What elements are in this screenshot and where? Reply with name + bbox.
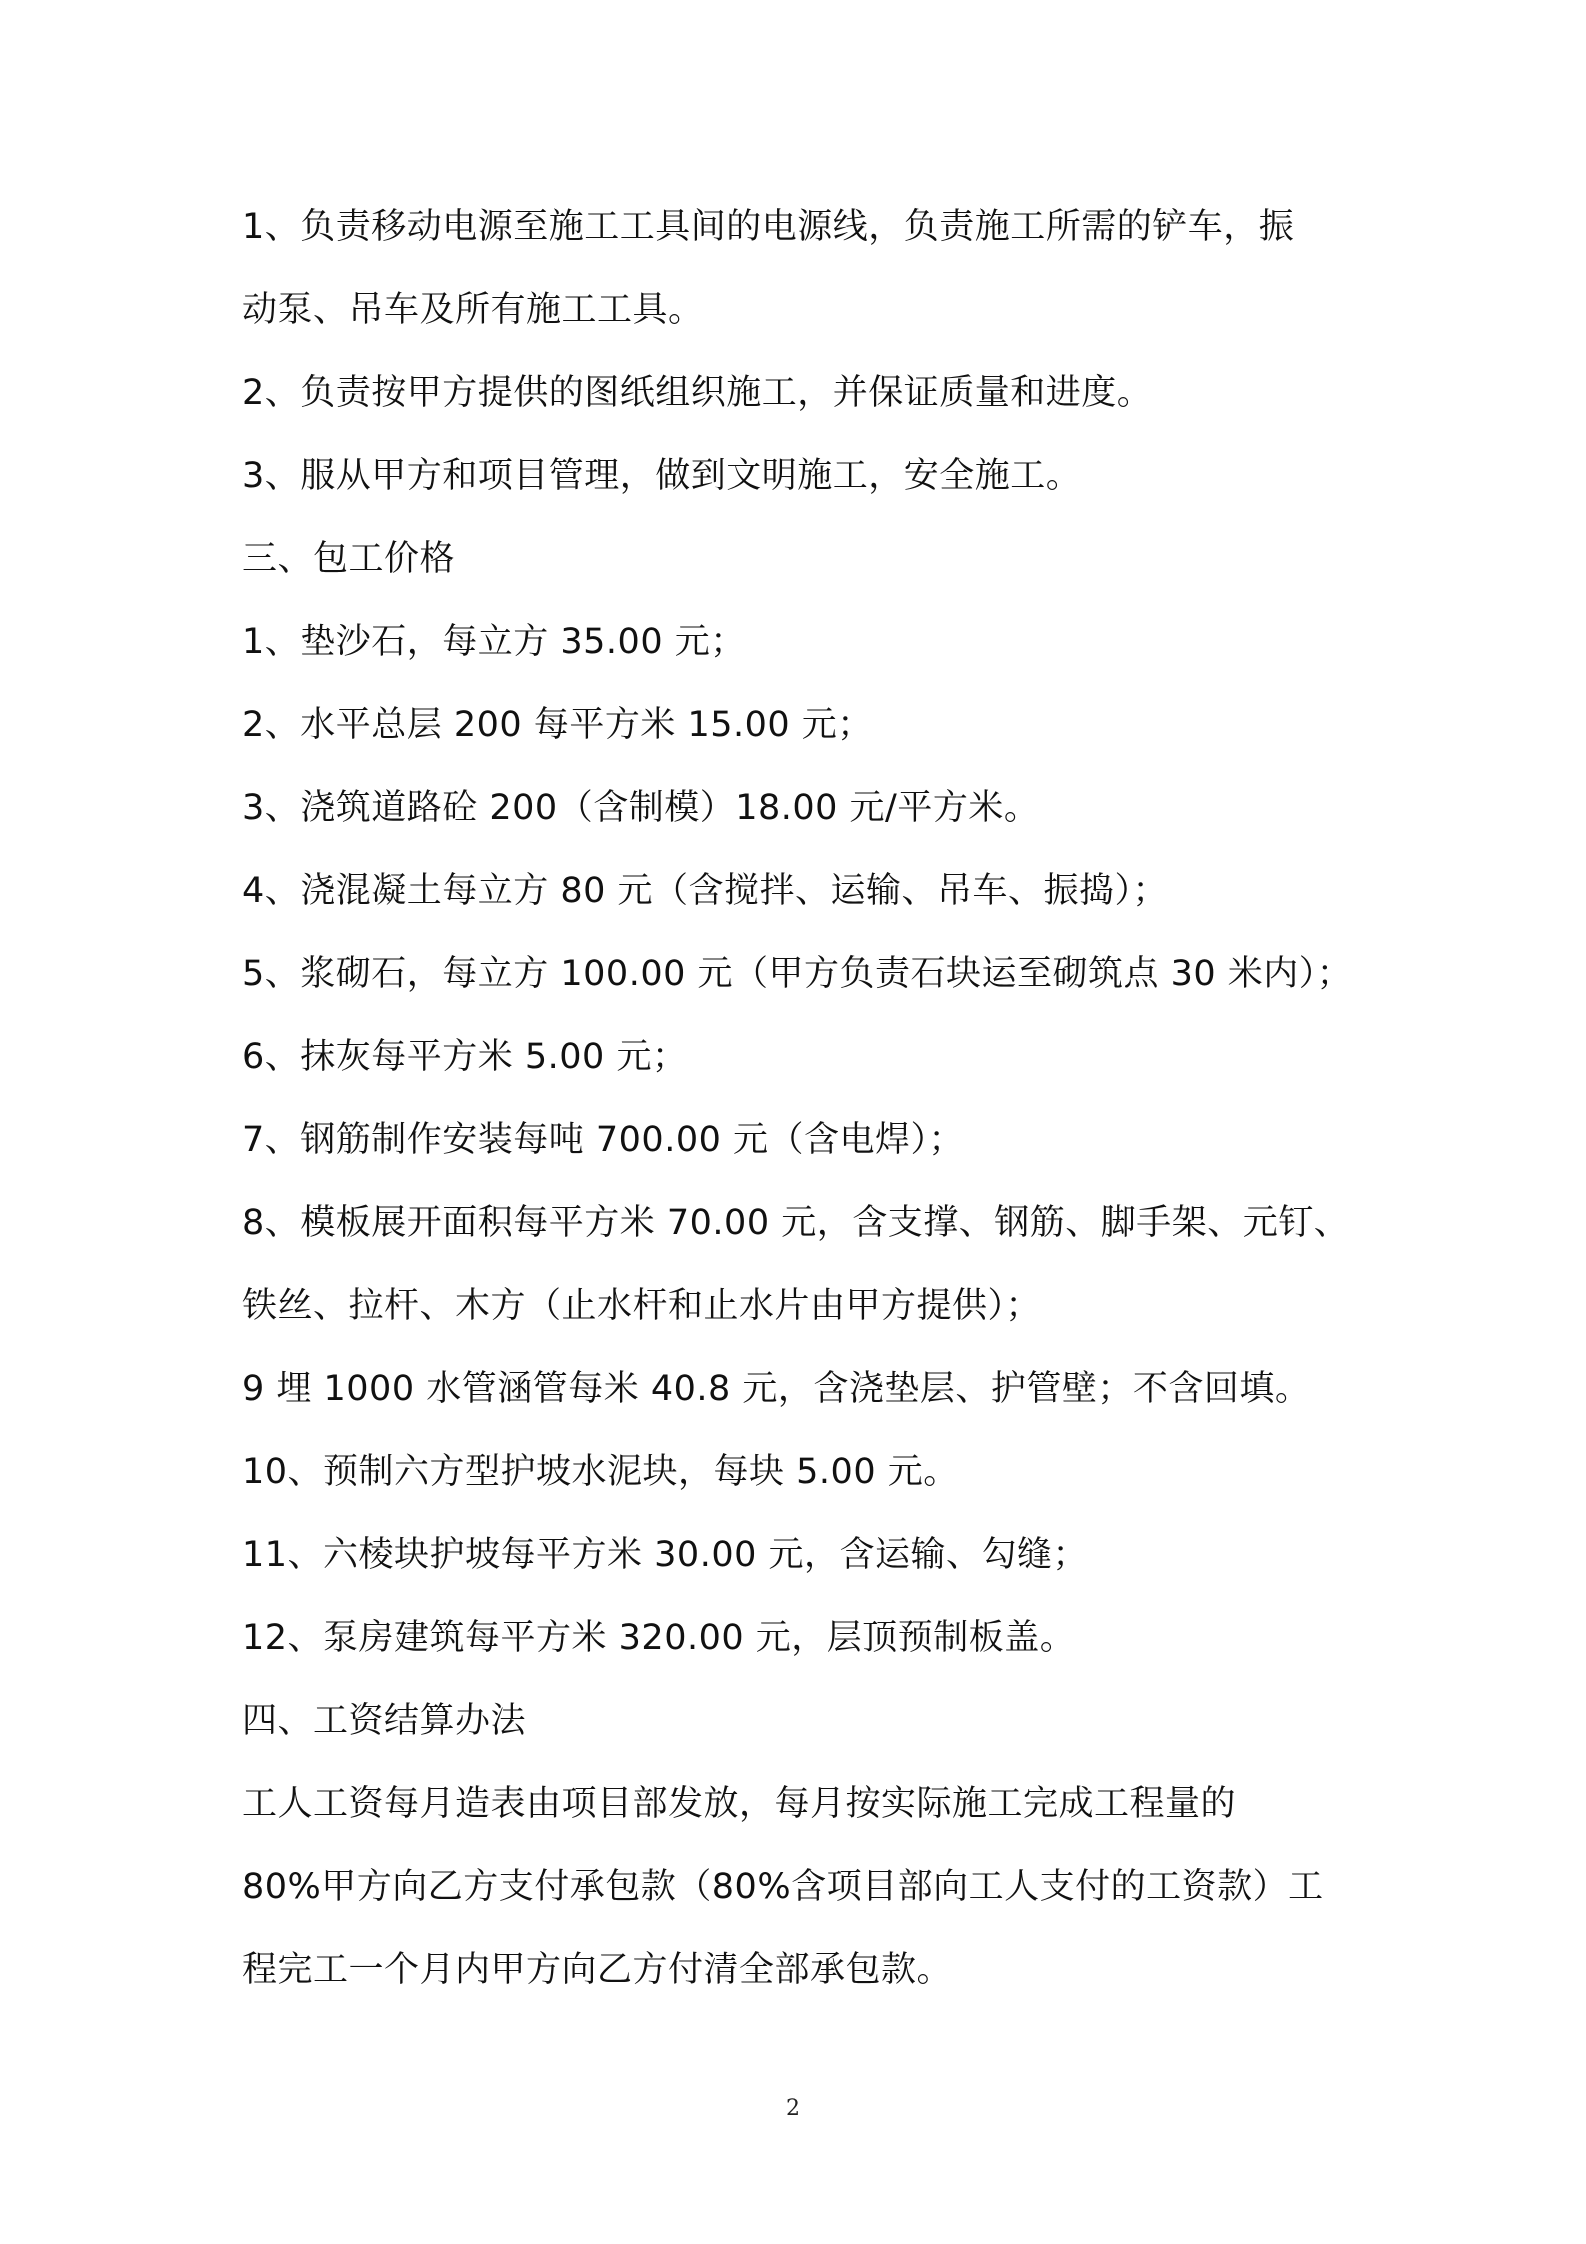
text-line: 8、模板展开面积每平方米 70.00 元，含支撑、钢筋、脚手架、元钉、: [242, 1203, 1350, 1243]
text-line: 10、预制六方型护坡水泥块，每块 5.00 元。: [242, 1452, 959, 1492]
text-line: 1、负责移动电源至施工工具间的电源线，负责施工所需的铲车，振: [242, 207, 1295, 247]
page-number: 2: [786, 2096, 800, 2121]
text-line: 1、垫沙石，每立方 35.00 元；: [242, 622, 746, 662]
text-line: 5、浆砌石，每立方 100.00 元（甲方负责石块运至砌筑点 30 米内）；: [242, 954, 1353, 994]
document-body: [242, 195, 1362, 2021]
text-line: 3、服从甲方和项目管理，做到文明施工，安全施工。: [242, 456, 1082, 496]
text-line: 7、钢筋制作安装每吨 700.00 元（含电焊）；: [242, 1120, 964, 1160]
text-line: 80%甲方向乙方支付承包款（80%含项目部向工人支付的工资款）工: [242, 1867, 1324, 1907]
text-line: 铁丝、拉杆、木方（止水杆和止水片由甲方提供）；: [242, 1286, 1042, 1326]
section-heading: 三、包工价格: [242, 539, 456, 579]
text-line: 9 埋 1000 水管涵管每米 40.8 元，含浇垫层、护管壁；不含回填。: [242, 1369, 1311, 1409]
text-line: 11、六棱块护坡每平方米 30.00 元，含运输、勾缝；: [242, 1535, 1088, 1575]
text-line: 12、泵房建筑每平方米 320.00 元，层顶预制板盖。: [242, 1618, 1076, 1658]
text-line: 2、水平总层 200 每平方米 15.00 元；: [242, 705, 873, 745]
text-line: 3、浇筑道路砼 200（含制模）18.00 元/平方米。: [242, 788, 1040, 828]
text-line: 程完工一个月内甲方向乙方付清全部承包款。: [242, 1950, 953, 1990]
text-line: 工人工资每月造表由项目部发放，每月按实际施工完成工程量的: [242, 1784, 1237, 1824]
text-line: 4、浇混凝土每立方 80 元（含搅拌、运输、吊车、振捣）；: [242, 871, 1169, 911]
text-line: 6、抹灰每平方米 5.00 元；: [242, 1037, 688, 1077]
text-line: 动泵、吊车及所有施工工具。: [242, 290, 704, 330]
section-heading: 四、工资结算办法: [242, 1701, 527, 1741]
text-line: 2、负责按甲方提供的图纸组织施工，并保证质量和进度。: [242, 373, 1153, 413]
